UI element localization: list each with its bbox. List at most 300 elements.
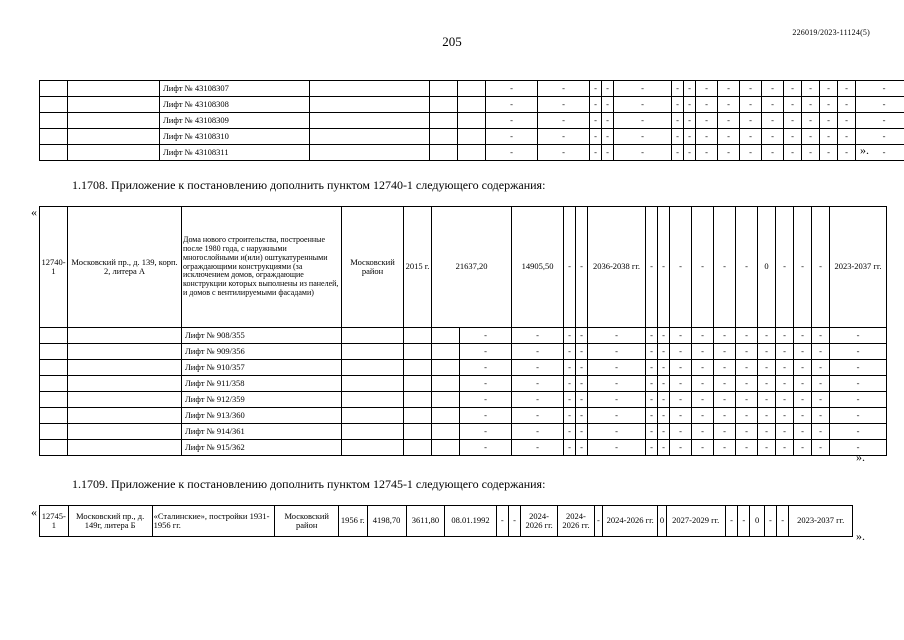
empty-cell xyxy=(310,145,430,161)
dash-cell: - xyxy=(736,207,758,328)
dash-cell: - xyxy=(856,129,904,145)
dash-cell: - xyxy=(736,344,758,360)
dash-cell: - xyxy=(646,376,658,392)
lift-name: Лифт № 43108308 xyxy=(160,97,310,113)
lift-row xyxy=(40,97,904,113)
empty-cell xyxy=(458,145,486,161)
dash-cell: - xyxy=(714,207,736,328)
dash-cell: - xyxy=(538,145,590,161)
dash-cell: - xyxy=(714,328,736,344)
dash-cell: - xyxy=(602,97,614,113)
dash-cell: - xyxy=(646,408,658,424)
lift-row xyxy=(40,328,887,344)
address: Московский пр., д. 149г, литера Б xyxy=(68,506,152,537)
dash-cell: - xyxy=(538,97,590,113)
dash-cell: - xyxy=(830,328,887,344)
empty-cell xyxy=(40,344,68,360)
dash-cell: - xyxy=(794,408,812,424)
dash-cell: - xyxy=(658,344,670,360)
section-1708-heading: 1.1708. Приложение к постановлению дополнить пунктом 12740-1 следующего содержания: xyxy=(72,178,546,192)
dash-cell: - xyxy=(856,97,904,113)
dash-cell: - xyxy=(588,328,646,344)
dash-cell: - xyxy=(460,328,512,344)
empty-cell xyxy=(404,392,432,408)
dash-cell: - xyxy=(564,440,576,456)
dash-cell: - xyxy=(670,376,692,392)
lift-row xyxy=(40,376,887,392)
empty-cell xyxy=(40,129,68,145)
empty-cell xyxy=(40,145,68,161)
dash-cell: - xyxy=(714,424,736,440)
dash-cell: - xyxy=(692,344,714,360)
dash-cell: - xyxy=(718,97,740,113)
empty-cell xyxy=(40,81,68,97)
dash-cell: - xyxy=(670,207,692,328)
dash-cell: - xyxy=(692,376,714,392)
dash-cell: - xyxy=(776,424,794,440)
dash-cell: - xyxy=(672,129,684,145)
empty-cell xyxy=(310,113,430,129)
empty-cell xyxy=(430,81,458,97)
dash-cell: - xyxy=(588,344,646,360)
empty-cell xyxy=(40,440,68,456)
empty-cell xyxy=(404,360,432,376)
empty-cell xyxy=(68,81,160,97)
dash-cell: - xyxy=(460,376,512,392)
empty-cell xyxy=(40,328,68,344)
dash-cell: - xyxy=(670,344,692,360)
dash-cell: - xyxy=(812,392,830,408)
dash-cell: - xyxy=(658,440,670,456)
dash-cell: - xyxy=(802,129,820,145)
dash-cell: - xyxy=(776,408,794,424)
dash-cell: - xyxy=(512,392,564,408)
empty-cell xyxy=(404,440,432,456)
opening-quote: « xyxy=(31,505,37,519)
district: Московский район xyxy=(342,207,404,328)
dash-cell: - xyxy=(538,81,590,97)
dash-cell: - xyxy=(762,129,784,145)
dash-cell: - xyxy=(576,424,588,440)
dash-cell: - xyxy=(486,129,538,145)
lift-name: Лифт № 914/361 xyxy=(182,424,342,440)
dash-cell: - xyxy=(576,207,588,328)
year-built: 2015 г. xyxy=(404,207,432,328)
dash-cell: - xyxy=(564,408,576,424)
dash-cell: - xyxy=(784,97,802,113)
dash-cell: - xyxy=(646,440,658,456)
dash-cell: - xyxy=(740,113,762,129)
dash-cell: - xyxy=(538,129,590,145)
empty-cell xyxy=(40,424,68,440)
dash-cell: - xyxy=(512,376,564,392)
dash-cell: - xyxy=(512,424,564,440)
empty-cell xyxy=(40,376,68,392)
date-cell: 08.01.1992 xyxy=(445,506,496,537)
dash-cell: - xyxy=(830,392,887,408)
dash-cell: - xyxy=(784,113,802,129)
empty-cell xyxy=(68,328,182,344)
empty-cell xyxy=(432,376,460,392)
dash-cell: - xyxy=(692,424,714,440)
dash-cell: - xyxy=(658,207,670,328)
dash-cell: - xyxy=(658,360,670,376)
dash-cell: - xyxy=(576,392,588,408)
dash-cell: - xyxy=(590,97,602,113)
building-type: Дома нового строительства, построенные после 1980 года, с наружными многослойными и(или) оштукатуренными ограждающими конструкциями (за исключением домов, ограждающие конструкции которых выполнены из панелей, и домов с вентилируемыми фасадами) xyxy=(182,207,342,328)
dash-cell: - xyxy=(646,207,658,328)
dash-cell: - xyxy=(590,145,602,161)
dash-cell: - xyxy=(590,129,602,145)
district: Московский район xyxy=(275,506,338,537)
dash-cell: - xyxy=(736,392,758,408)
dash-cell: - xyxy=(564,328,576,344)
dash-cell: - xyxy=(812,360,830,376)
closing-quote: ». xyxy=(856,529,865,543)
dash-cell: - xyxy=(784,145,802,161)
dash-cell: - xyxy=(646,392,658,408)
dash-cell: - xyxy=(758,328,776,344)
dash-cell: - xyxy=(670,408,692,424)
empty-cell xyxy=(430,145,458,161)
dash-cell: - xyxy=(692,392,714,408)
dash-cell: - xyxy=(460,424,512,440)
dash-cell: - xyxy=(696,81,718,97)
empty-cell xyxy=(68,113,160,129)
dash-cell: - xyxy=(486,97,538,113)
dash-cell: - xyxy=(692,408,714,424)
empty-cell xyxy=(310,81,430,97)
dash-cell: - xyxy=(460,392,512,408)
empty-cell xyxy=(68,145,160,161)
empty-cell xyxy=(432,392,460,408)
dash-cell: - xyxy=(802,145,820,161)
empty-cell xyxy=(342,328,404,344)
lift-row xyxy=(40,344,887,360)
lift-name: Лифт № 909/356 xyxy=(182,344,342,360)
dash-cell: - xyxy=(718,129,740,145)
dash-cell: - xyxy=(794,440,812,456)
dash-cell: - xyxy=(692,360,714,376)
dash-cell: - xyxy=(564,344,576,360)
dash-cell: - xyxy=(820,81,838,97)
empty-cell xyxy=(432,440,460,456)
dash-cell: - xyxy=(718,81,740,97)
empty-cell xyxy=(342,376,404,392)
empty-cell xyxy=(310,97,430,113)
address: Московский пр., д. 139, корп. 2, литера А xyxy=(68,207,182,328)
empty-cell xyxy=(430,129,458,145)
dash-cell: - xyxy=(838,113,856,129)
dash-cell: - xyxy=(714,344,736,360)
empty-cell xyxy=(432,408,460,424)
empty-cell xyxy=(458,97,486,113)
dash-cell: - xyxy=(486,145,538,161)
dash-cell: - xyxy=(764,506,776,537)
dash-cell: - xyxy=(830,440,887,456)
dash-cell: - xyxy=(794,344,812,360)
empty-cell xyxy=(458,81,486,97)
dash-cell: - xyxy=(564,376,576,392)
opening-quote: « xyxy=(31,205,37,219)
empty-cell xyxy=(458,129,486,145)
dash-cell: - xyxy=(588,408,646,424)
dash-cell: - xyxy=(646,424,658,440)
dash-cell: - xyxy=(538,113,590,129)
period-cell: 2027-2029 гг. xyxy=(666,506,725,537)
dash-cell: - xyxy=(672,145,684,161)
dash-cell: - xyxy=(460,440,512,456)
lift-row xyxy=(40,145,904,161)
dash-cell: - xyxy=(777,506,789,537)
dash-cell: - xyxy=(692,328,714,344)
dash-cell: - xyxy=(564,392,576,408)
dash-cell: - xyxy=(684,145,696,161)
dash-cell: - xyxy=(830,376,887,392)
dash-cell: - xyxy=(576,376,588,392)
dash-cell: - xyxy=(602,129,614,145)
empty-cell xyxy=(432,328,460,344)
dash-cell: - xyxy=(784,129,802,145)
closing-quote: ». xyxy=(860,143,869,157)
empty-cell xyxy=(40,97,68,113)
dash-cell: - xyxy=(812,344,830,360)
empty-cell xyxy=(68,408,182,424)
table-row xyxy=(40,207,887,328)
document-reference: 226019/2023-11124(5) xyxy=(792,28,870,37)
lift-row xyxy=(40,440,887,456)
item-12745-1-table xyxy=(39,505,853,537)
dash-cell: - xyxy=(684,97,696,113)
empty-cell xyxy=(432,360,460,376)
lift-row xyxy=(40,360,887,376)
year-built: 1956 г. xyxy=(338,506,367,537)
dash-cell: - xyxy=(576,344,588,360)
dash-cell: - xyxy=(564,207,576,328)
lift-table-continuation xyxy=(39,80,904,161)
dash-cell: - xyxy=(512,440,564,456)
item-12740-1-table xyxy=(39,206,887,456)
dash-cell: - xyxy=(738,506,750,537)
dash-cell: - xyxy=(658,424,670,440)
dash-cell: - xyxy=(812,440,830,456)
dash-cell: - xyxy=(838,129,856,145)
empty-cell xyxy=(342,408,404,424)
dash-cell: - xyxy=(856,145,904,161)
dash-cell: - xyxy=(576,408,588,424)
lift-name: Лифт № 913/360 xyxy=(182,408,342,424)
dash-cell: - xyxy=(794,207,812,328)
dash-cell: - xyxy=(658,376,670,392)
dash-cell: - xyxy=(758,392,776,408)
lift-name: Лифт № 911/358 xyxy=(182,376,342,392)
dash-cell: - xyxy=(614,113,672,129)
dash-cell: - xyxy=(856,81,904,97)
dash-cell: - xyxy=(588,392,646,408)
dash-cell: - xyxy=(740,81,762,97)
empty-cell xyxy=(458,113,486,129)
empty-cell xyxy=(68,129,160,145)
dash-cell: - xyxy=(736,408,758,424)
empty-cell xyxy=(432,344,460,360)
lift-name: Лифт № 43108309 xyxy=(160,113,310,129)
zero-cell: 0 xyxy=(758,207,776,328)
dash-cell: - xyxy=(794,376,812,392)
lift-row xyxy=(40,424,887,440)
page-number: 205 xyxy=(442,34,462,49)
empty-cell xyxy=(68,376,182,392)
dash-cell: - xyxy=(590,113,602,129)
dash-cell: - xyxy=(802,113,820,129)
empty-cell xyxy=(404,408,432,424)
empty-cell xyxy=(68,440,182,456)
dash-cell: - xyxy=(594,506,602,537)
dash-cell: - xyxy=(646,360,658,376)
dash-cell: - xyxy=(588,424,646,440)
lift-name: Лифт № 43108310 xyxy=(160,129,310,145)
dash-cell: - xyxy=(486,113,538,129)
dash-cell: - xyxy=(812,207,830,328)
dash-cell: - xyxy=(512,360,564,376)
empty-cell xyxy=(404,424,432,440)
dash-cell: - xyxy=(658,408,670,424)
zero-cell: 0 xyxy=(750,506,764,537)
empty-cell xyxy=(68,344,182,360)
dash-cell: - xyxy=(718,113,740,129)
empty-cell xyxy=(342,424,404,440)
dash-cell: - xyxy=(658,328,670,344)
dash-cell: - xyxy=(736,440,758,456)
dash-cell: - xyxy=(588,440,646,456)
dash-cell: - xyxy=(736,376,758,392)
dash-cell: - xyxy=(776,328,794,344)
dash-cell: - xyxy=(830,408,887,424)
dash-cell: - xyxy=(758,408,776,424)
lift-name: Лифт № 43108307 xyxy=(160,81,310,97)
dash-cell: - xyxy=(812,408,830,424)
dash-cell: - xyxy=(564,360,576,376)
dash-cell: - xyxy=(714,376,736,392)
dash-cell: - xyxy=(646,328,658,344)
living-area: 3611,80 xyxy=(406,506,445,537)
empty-cell xyxy=(404,376,432,392)
dash-cell: - xyxy=(576,328,588,344)
empty-cell xyxy=(342,344,404,360)
lift-name: Лифт № 43108311 xyxy=(160,145,310,161)
living-area: 14905,50 xyxy=(512,207,564,328)
dash-cell: - xyxy=(512,344,564,360)
empty-cell xyxy=(68,424,182,440)
lift-name: Лифт № 910/357 xyxy=(182,360,342,376)
dash-cell: - xyxy=(802,81,820,97)
empty-cell xyxy=(310,129,430,145)
dash-cell: - xyxy=(670,440,692,456)
dash-cell: - xyxy=(812,328,830,344)
dash-cell: - xyxy=(830,424,887,440)
empty-cell xyxy=(40,408,68,424)
empty-cell xyxy=(68,392,182,408)
dash-cell: - xyxy=(736,360,758,376)
dash-cell: - xyxy=(830,360,887,376)
dash-cell: - xyxy=(714,408,736,424)
dash-cell: - xyxy=(590,81,602,97)
dash-cell: - xyxy=(692,440,714,456)
dash-cell: - xyxy=(496,506,508,537)
period-cell: 2024-2026 гг. xyxy=(603,506,658,537)
dash-cell: - xyxy=(762,97,784,113)
dash-cell: - xyxy=(670,360,692,376)
dash-cell: - xyxy=(830,344,887,360)
dash-cell: - xyxy=(794,424,812,440)
dash-cell: - xyxy=(576,360,588,376)
dash-cell: - xyxy=(776,344,794,360)
dash-cell: - xyxy=(670,424,692,440)
dash-cell: - xyxy=(794,360,812,376)
dash-cell: - xyxy=(838,145,856,161)
dash-cell: - xyxy=(784,81,802,97)
dash-cell: - xyxy=(776,392,794,408)
dash-cell: - xyxy=(460,344,512,360)
dash-cell: - xyxy=(614,81,672,97)
dash-cell: - xyxy=(794,328,812,344)
dash-cell: - xyxy=(696,145,718,161)
dash-cell: - xyxy=(602,81,614,97)
dash-cell: - xyxy=(508,506,520,537)
dash-cell: - xyxy=(856,113,904,129)
empty-cell xyxy=(430,113,458,129)
dash-cell: - xyxy=(696,113,718,129)
dash-cell: - xyxy=(820,129,838,145)
empty-cell xyxy=(342,360,404,376)
dash-cell: - xyxy=(602,145,614,161)
dash-cell: - xyxy=(812,424,830,440)
lift-row xyxy=(40,113,904,129)
dash-cell: - xyxy=(714,440,736,456)
dash-cell: - xyxy=(725,506,737,537)
dash-cell: - xyxy=(762,113,784,129)
dash-cell: - xyxy=(838,81,856,97)
dash-cell: - xyxy=(802,97,820,113)
dash-cell: - xyxy=(614,129,672,145)
lift-name: Лифт № 915/362 xyxy=(182,440,342,456)
dash-cell: - xyxy=(670,328,692,344)
total-period: 2023-2037 гг. xyxy=(789,506,853,537)
empty-cell xyxy=(40,392,68,408)
dash-cell: - xyxy=(776,207,794,328)
dash-cell: - xyxy=(614,97,672,113)
dash-cell: - xyxy=(576,440,588,456)
lift-row xyxy=(40,129,904,145)
dash-cell: - xyxy=(588,376,646,392)
empty-cell xyxy=(40,360,68,376)
dash-cell: - xyxy=(794,392,812,408)
dash-cell: - xyxy=(820,113,838,129)
zero-cell: 0 xyxy=(658,506,666,537)
dash-cell: - xyxy=(762,81,784,97)
dash-cell: - xyxy=(758,376,776,392)
empty-cell xyxy=(342,392,404,408)
dash-cell: - xyxy=(460,408,512,424)
total-area: 4198,70 xyxy=(367,506,406,537)
building-type: «Сталинские», постройки 1931-1956 гг. xyxy=(152,506,275,537)
dash-cell: - xyxy=(696,129,718,145)
lift-row xyxy=(40,408,887,424)
empty-cell xyxy=(68,97,160,113)
empty-cell xyxy=(68,360,182,376)
dash-cell: - xyxy=(684,113,696,129)
period-cell: 2024-2026 гг. xyxy=(521,506,558,537)
lift-name: Лифт № 912/359 xyxy=(182,392,342,408)
